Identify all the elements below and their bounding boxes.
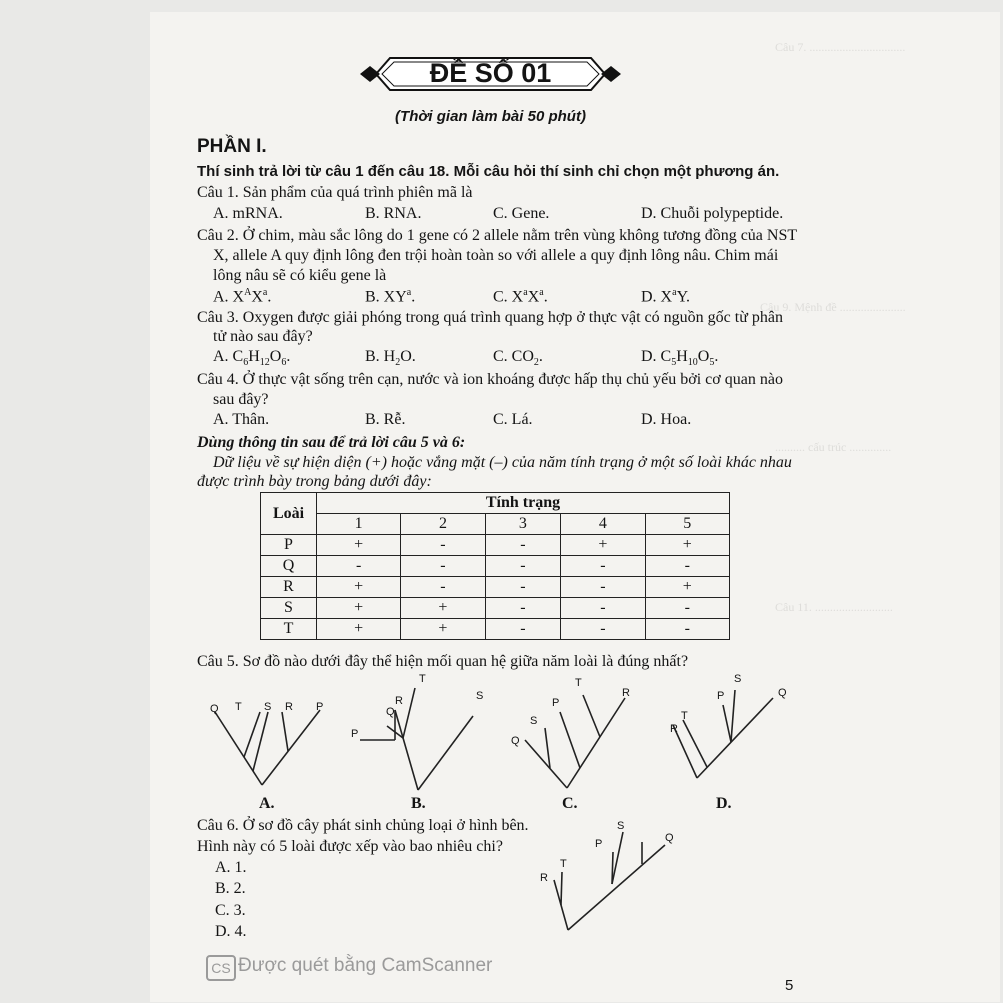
trait-cell: - xyxy=(485,619,561,640)
tree-c-caption: C. xyxy=(562,795,578,812)
question-4-stem-cont: sau đây? xyxy=(213,391,269,408)
question-5-stem: Câu 5. Sơ đồ nào dưới đây thể hiện mối quan hệ giữa năm loài là đúng nhất? xyxy=(197,653,689,670)
trait-cell: + xyxy=(317,598,401,619)
question-2-stem: Câu 2. Ở chim, màu sắc lông do 1 gene có 2 allele nằm trên vùng không tương đồng của NST xyxy=(197,227,798,244)
trait-cell: - xyxy=(645,598,729,619)
bleed-through-text: Câu 11. .......................... xyxy=(775,600,893,614)
question-2-stem-cont: X, allele A quy định lông đen trội hoàn toàn so với allele a quy định lông nâu. Chim mái xyxy=(213,247,779,264)
bleed-through-text: Câu 7. ................................ xyxy=(775,40,906,54)
table-row xyxy=(261,598,730,619)
species-cell: T xyxy=(261,619,317,640)
question-3-stem-cont: tử nào sau đây? xyxy=(213,328,313,345)
q6-tree-leaf: T xyxy=(560,858,567,870)
page-title: ĐỀ SỐ 01 xyxy=(429,58,552,88)
trait-cell: - xyxy=(485,577,561,598)
info-text: Dữ liệu về sự hiện diện (+) hoặc vắng mặt (–) của năm tính trạng ở một số loài khác nhau xyxy=(213,454,792,471)
tree-d-leaf: T xyxy=(681,710,688,722)
q1-option-c: C. Gene. xyxy=(493,205,550,222)
table-header-species: Loài xyxy=(261,493,317,535)
q4-option-d: D. Hoa. xyxy=(641,411,692,428)
trait-cell: + xyxy=(317,619,401,640)
trait-cell: - xyxy=(561,598,645,619)
tree-b-leaf: S xyxy=(476,690,484,702)
trait-cell: - xyxy=(485,598,561,619)
tree-a-leaf: Q xyxy=(210,703,219,715)
trait-cell: + xyxy=(645,535,729,556)
tree-a-leaf: R xyxy=(285,701,293,713)
trait-number: 4 xyxy=(561,514,645,535)
q6-tree-leaf: R xyxy=(540,872,548,884)
tree-b-leaf: Q xyxy=(386,706,395,718)
tree-c-leaf: R xyxy=(622,687,630,699)
trait-number: 2 xyxy=(401,514,485,535)
q4-option-b: B. Rễ. xyxy=(365,411,406,428)
q6-tree-leaf: Q xyxy=(665,832,674,844)
question-1-stem: Câu 1. Sản phẩm của quá trình phiên mã là xyxy=(197,184,473,201)
info-text-cont: được trình bày trong bảng dưới đây: xyxy=(197,473,432,490)
watermark-text: Được quét bằng CamScanner xyxy=(238,955,493,976)
time-note: (Thời gian làm bài 50 phút) xyxy=(395,108,586,125)
q3-option-c: C. $CO_2$. xyxy=(493,348,543,369)
trait-number: 5 xyxy=(645,514,729,535)
tree-c-leaf: S xyxy=(530,715,538,727)
tree-c-leaf: P xyxy=(552,697,560,709)
table-row xyxy=(261,535,730,556)
q1-option-b: B. RNA. xyxy=(365,205,422,222)
q2-option-c: C. $X^aX^a$. xyxy=(493,287,548,306)
tree-b xyxy=(345,680,475,795)
question-4-stem: Câu 4. Ở thực vật sống trên cạn, nước và ion khoáng được hấp thụ chủ yếu bởi cơ quan nào xyxy=(197,371,783,388)
info-intro: Dùng thông tin sau để trả lời câu 5 và 6: xyxy=(197,434,466,451)
species-cell: Q xyxy=(261,556,317,577)
q1-option-d: D. Chuỗi polypeptide. xyxy=(641,205,784,222)
table-row xyxy=(261,556,730,577)
trait-cell: - xyxy=(401,535,485,556)
tree-a-leaf: T xyxy=(235,701,242,713)
q6-tree-leaf: P xyxy=(595,838,603,850)
q6-option-b: B. 2. xyxy=(215,880,246,897)
trait-cell: - xyxy=(401,556,485,577)
trait-cell: + xyxy=(317,535,401,556)
tree-c xyxy=(505,680,635,795)
camscanner-icon: CS xyxy=(206,955,236,981)
trait-cell: + xyxy=(317,577,401,598)
tree-b-leaf: R xyxy=(395,695,403,707)
species-cell: S xyxy=(261,598,317,619)
tree-a-caption: A. xyxy=(259,795,275,812)
bleed-through-text: .......... cấu trúc .............. xyxy=(775,440,892,454)
trait-cell: - xyxy=(401,577,485,598)
trait-cell: - xyxy=(561,577,645,598)
trait-number: 3 xyxy=(485,514,561,535)
tree-b-caption: B. xyxy=(411,795,426,812)
q3-option-b: B. $H_2O$. xyxy=(365,348,416,369)
bleed-through-text: Câu 9. Mệnh đề ...................... xyxy=(760,300,906,314)
table-row xyxy=(261,619,730,640)
q2-option-b: B. $XY^a$. xyxy=(365,287,416,306)
part-title: PHẦN I. xyxy=(197,136,267,157)
q6-option-c: C. 3. xyxy=(215,902,246,919)
table-row xyxy=(261,577,730,598)
question-6-stem-cont: Hình này có 5 loài được xếp vào bao nhiêu chi? xyxy=(197,838,503,855)
trait-cell: - xyxy=(317,556,401,577)
part-instruction: Thí sinh trả lời từ câu 1 đến câu 18. Mỗi câu hỏi thí sinh chỉ chọn một phương án. xyxy=(197,163,780,180)
tree-a-leaf: S xyxy=(264,701,272,713)
tree-d-leaf: Q xyxy=(778,687,787,699)
trait-cell: - xyxy=(561,556,645,577)
trait-cell: + xyxy=(645,577,729,598)
tree-b-leaf: P xyxy=(351,728,359,740)
species-cell: P xyxy=(261,535,317,556)
question-3-stem: Câu 3. Oxygen được giải phóng trong quá trình quang hợp ở thực vật có nguồn gốc từ phân xyxy=(197,309,783,326)
question-2-stem-cont: lông nâu sẽ có kiểu gene là xyxy=(213,267,387,284)
tree-c-leaf: T xyxy=(575,677,582,689)
q6-tree-leaf: S xyxy=(617,820,625,832)
trait-number: 1 xyxy=(317,514,401,535)
page-number: 5 xyxy=(785,977,794,994)
tree-d-leaf: S xyxy=(734,673,742,685)
question-6-stem: Câu 6. Ở sơ đồ cây phát sinh chủng loại ở hình bên. xyxy=(197,817,529,834)
tree-d-leaf: P xyxy=(717,690,725,702)
table-header-traits: Tính trạng xyxy=(317,493,730,514)
trait-cell: + xyxy=(561,535,645,556)
q4-option-a: A. Thân. xyxy=(213,411,270,428)
tree-d-caption: D. xyxy=(716,795,732,812)
tree-c-leaf: Q xyxy=(511,735,520,747)
q4-option-c: C. Lá. xyxy=(493,411,533,428)
q2-option-d: D. $X^aY$. xyxy=(641,287,691,306)
trait-cell: + xyxy=(401,619,485,640)
q6-option-d: D. 4. xyxy=(215,923,247,940)
trait-cell: + xyxy=(401,598,485,619)
trait-cell: - xyxy=(561,619,645,640)
q1-option-a: A. mRNA. xyxy=(213,205,283,222)
tree-a xyxy=(205,700,335,795)
trait-cell: - xyxy=(485,535,561,556)
trait-cell: - xyxy=(645,619,729,640)
q2-option-a: A. $X^AX^a$. xyxy=(213,287,272,306)
tree-b-leaf: T xyxy=(419,673,426,685)
q3-option-a: A. $C_6H_{12}O_6$. xyxy=(213,348,291,369)
trait-cell: - xyxy=(645,556,729,577)
tree-d-leaf: R xyxy=(670,723,678,735)
q3-option-d: D. $C_5H_{10}O_5$. xyxy=(641,348,719,369)
q6-option-a: A. 1. xyxy=(215,859,247,876)
trait-cell: - xyxy=(485,556,561,577)
trait-table xyxy=(260,492,730,640)
species-cell: R xyxy=(261,577,317,598)
tree-a-leaf: P xyxy=(316,701,324,713)
